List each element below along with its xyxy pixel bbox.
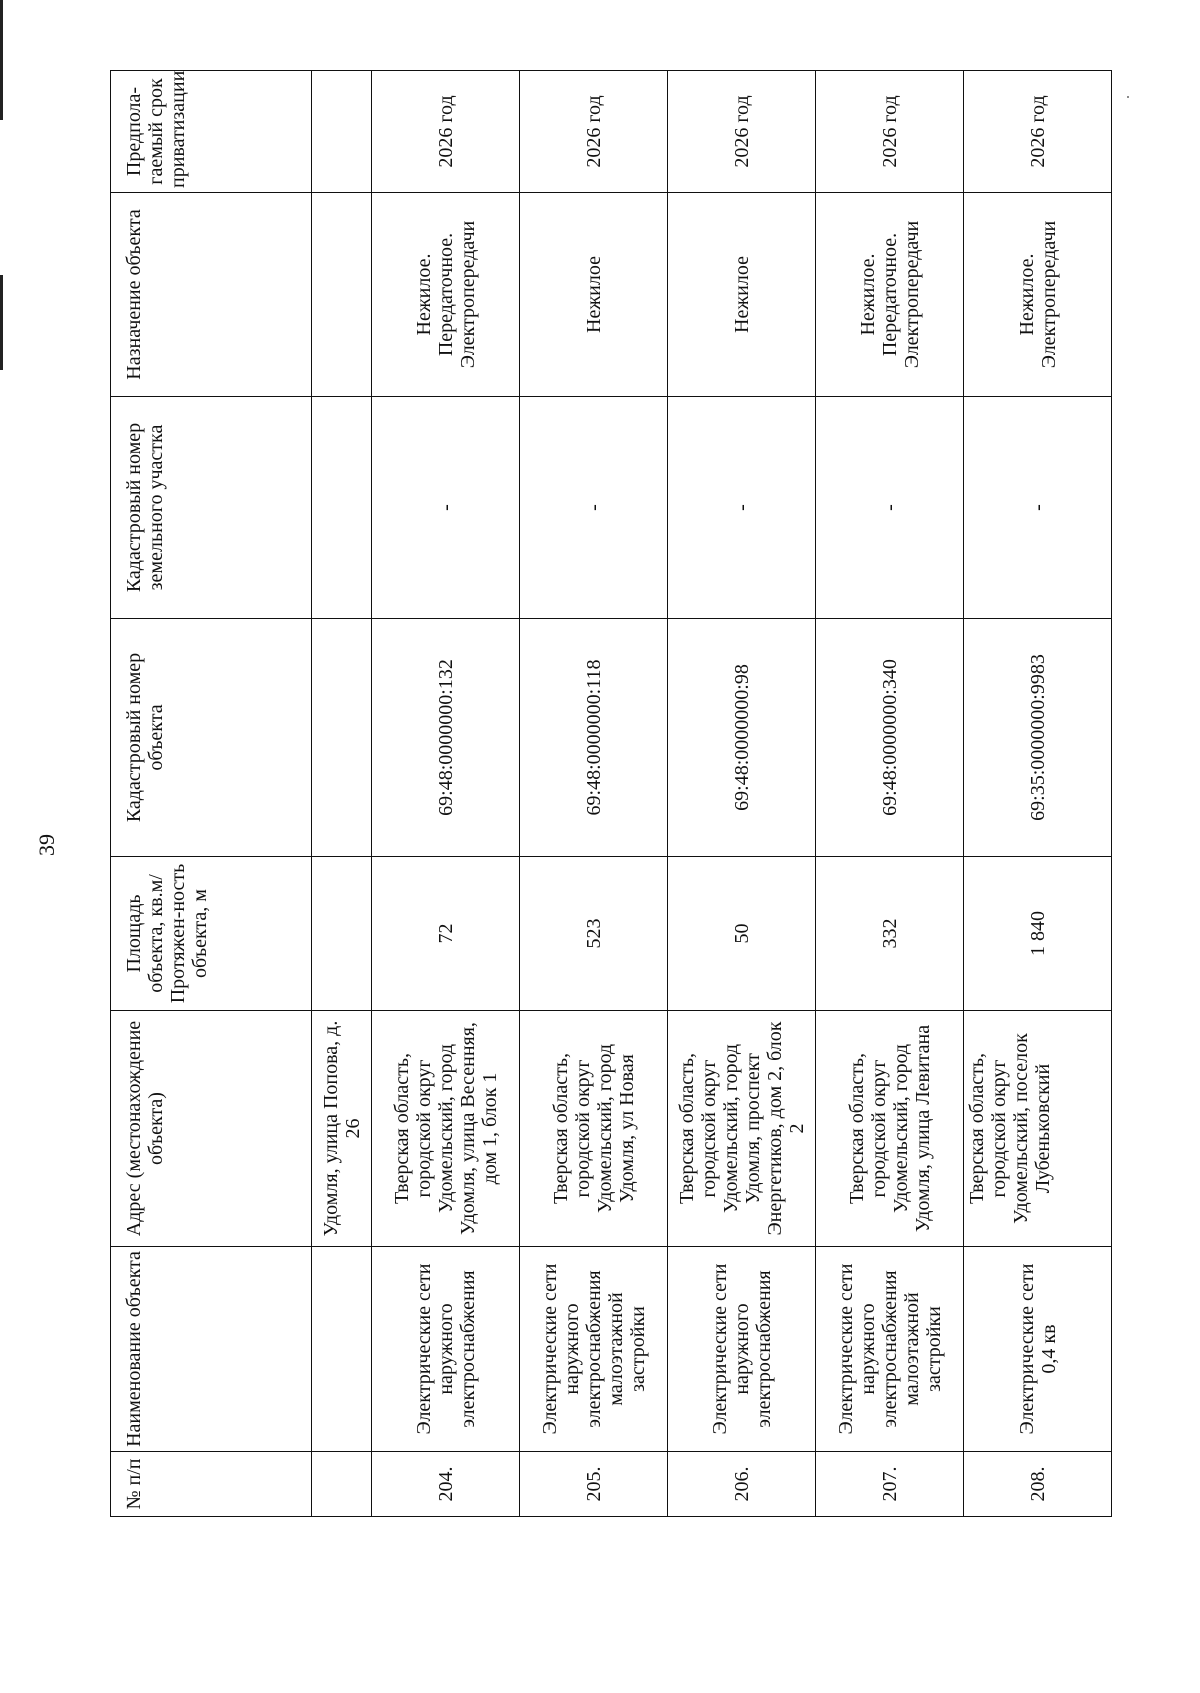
header-num: № п/п xyxy=(111,1452,312,1517)
cell-num: 205. xyxy=(520,1452,668,1517)
header-address: Адрес (местонахождение объекта) xyxy=(111,1011,312,1247)
scan-speck xyxy=(1127,96,1129,98)
cell-area: 72 xyxy=(372,857,520,1011)
cell xyxy=(312,857,372,1011)
cell-term: 2026 год xyxy=(520,71,668,193)
table-row xyxy=(668,71,816,1517)
cell-land-cadastral: - xyxy=(520,397,668,619)
cell xyxy=(312,1452,372,1517)
cell-area: 50 xyxy=(668,857,816,1011)
cell-area: 523 xyxy=(520,857,668,1011)
header-name: Наименование объекта xyxy=(111,1247,312,1452)
scan-edge-lower xyxy=(0,275,3,370)
cell-address: Тверская область, городской округ Удомельский, поселок Лубеньковский xyxy=(964,1011,1112,1247)
table-row xyxy=(372,71,520,1517)
cell-land-cadastral: - xyxy=(372,397,520,619)
cell-num: 204. xyxy=(372,1452,520,1517)
cell-name: Электрические сети наружного электроснабжения малоэтажной застройки xyxy=(520,1247,668,1452)
header-term: Предпола-гаемый срок приватизации xyxy=(111,71,312,193)
cell-address: Тверская область, городской округ Удомельский, город Удомля, улица Левитана xyxy=(816,1011,964,1247)
cell-name: Электрические сети 0,4 кв xyxy=(964,1247,1112,1452)
table-row xyxy=(964,71,1112,1517)
cell-num: 207. xyxy=(816,1452,964,1517)
cell-num: 208. xyxy=(964,1452,1112,1517)
cell-cadastral: 69:35:0000000:9983 xyxy=(964,619,1112,857)
cell-land-cadastral: - xyxy=(964,397,1112,619)
cell xyxy=(312,619,372,857)
cell xyxy=(312,397,372,619)
header-cadastral: Кадастровый номер объекта xyxy=(111,619,312,857)
cell-address: Тверская область, городской округ Удомельский, город Удомля, ул Новая xyxy=(520,1011,668,1247)
cell-area: 1 840 xyxy=(964,857,1112,1011)
cell xyxy=(312,193,372,397)
cell-num: 206. xyxy=(668,1452,816,1517)
cell-term: 2026 год xyxy=(964,71,1112,193)
cell-purpose: Нежилое. Передаточное. Электропередачи xyxy=(816,193,964,397)
page-number: 39 xyxy=(34,834,59,856)
header-area: Площадь объекта, кв.м/ Протяжен-ность объекта, м xyxy=(111,857,312,1011)
header-land-cadastral: Кадастровый номер земельного участка xyxy=(111,397,312,619)
cell-land-cadastral: - xyxy=(816,397,964,619)
cell-term: 2026 год xyxy=(372,71,520,193)
table-row xyxy=(520,71,668,1517)
rotated-table-container xyxy=(110,71,1110,1517)
cell-address: Тверская область, городской округ Удомельский, город Удомля, улица Весенняя, дом 1, блок 1 xyxy=(372,1011,520,1247)
cell-cadastral: 69:48:0000000:98 xyxy=(668,619,816,857)
cell-name: Электрические сети наружного электроснабжения xyxy=(372,1247,520,1452)
cell-purpose: Нежилое. Передаточное. Электропередачи xyxy=(372,193,520,397)
cell xyxy=(312,1247,372,1452)
cell-name: Электрические сети наружного электроснабжения xyxy=(668,1247,816,1452)
cell-purpose: Нежилое xyxy=(668,193,816,397)
cell-purpose: Нежилое xyxy=(520,193,668,397)
cell-cadastral: 69:48:0000000:132 xyxy=(372,619,520,857)
cell-cadastral: 69:48:0000000:340 xyxy=(816,619,964,857)
cell-purpose: Нежилое. Электропередачи xyxy=(964,193,1112,397)
cell-term: 2026 год xyxy=(816,71,964,193)
cell xyxy=(312,71,372,193)
cell-address: Тверская область, городской округ Удомельский, город Удомля, проспект Энергетиков, дом 2, блок 2 xyxy=(668,1011,816,1247)
continuation-row xyxy=(312,71,372,1517)
cell-cadastral: 69:48:0000000:118 xyxy=(520,619,668,857)
cell-term: 2026 год xyxy=(668,71,816,193)
table-row xyxy=(816,71,964,1517)
scan-edge-mid xyxy=(0,40,3,120)
cell-area: 332 xyxy=(816,857,964,1011)
cell-name: Электрические сети наружного электроснабжения малоэтажной застройки xyxy=(816,1247,964,1452)
privatization-table xyxy=(110,70,1112,1517)
header-row xyxy=(111,71,312,1517)
header-purpose: Назначение объекта xyxy=(111,193,312,397)
cell-address: Удомля, улица Попова, д. 26 xyxy=(312,1011,372,1247)
cell-land-cadastral: - xyxy=(668,397,816,619)
